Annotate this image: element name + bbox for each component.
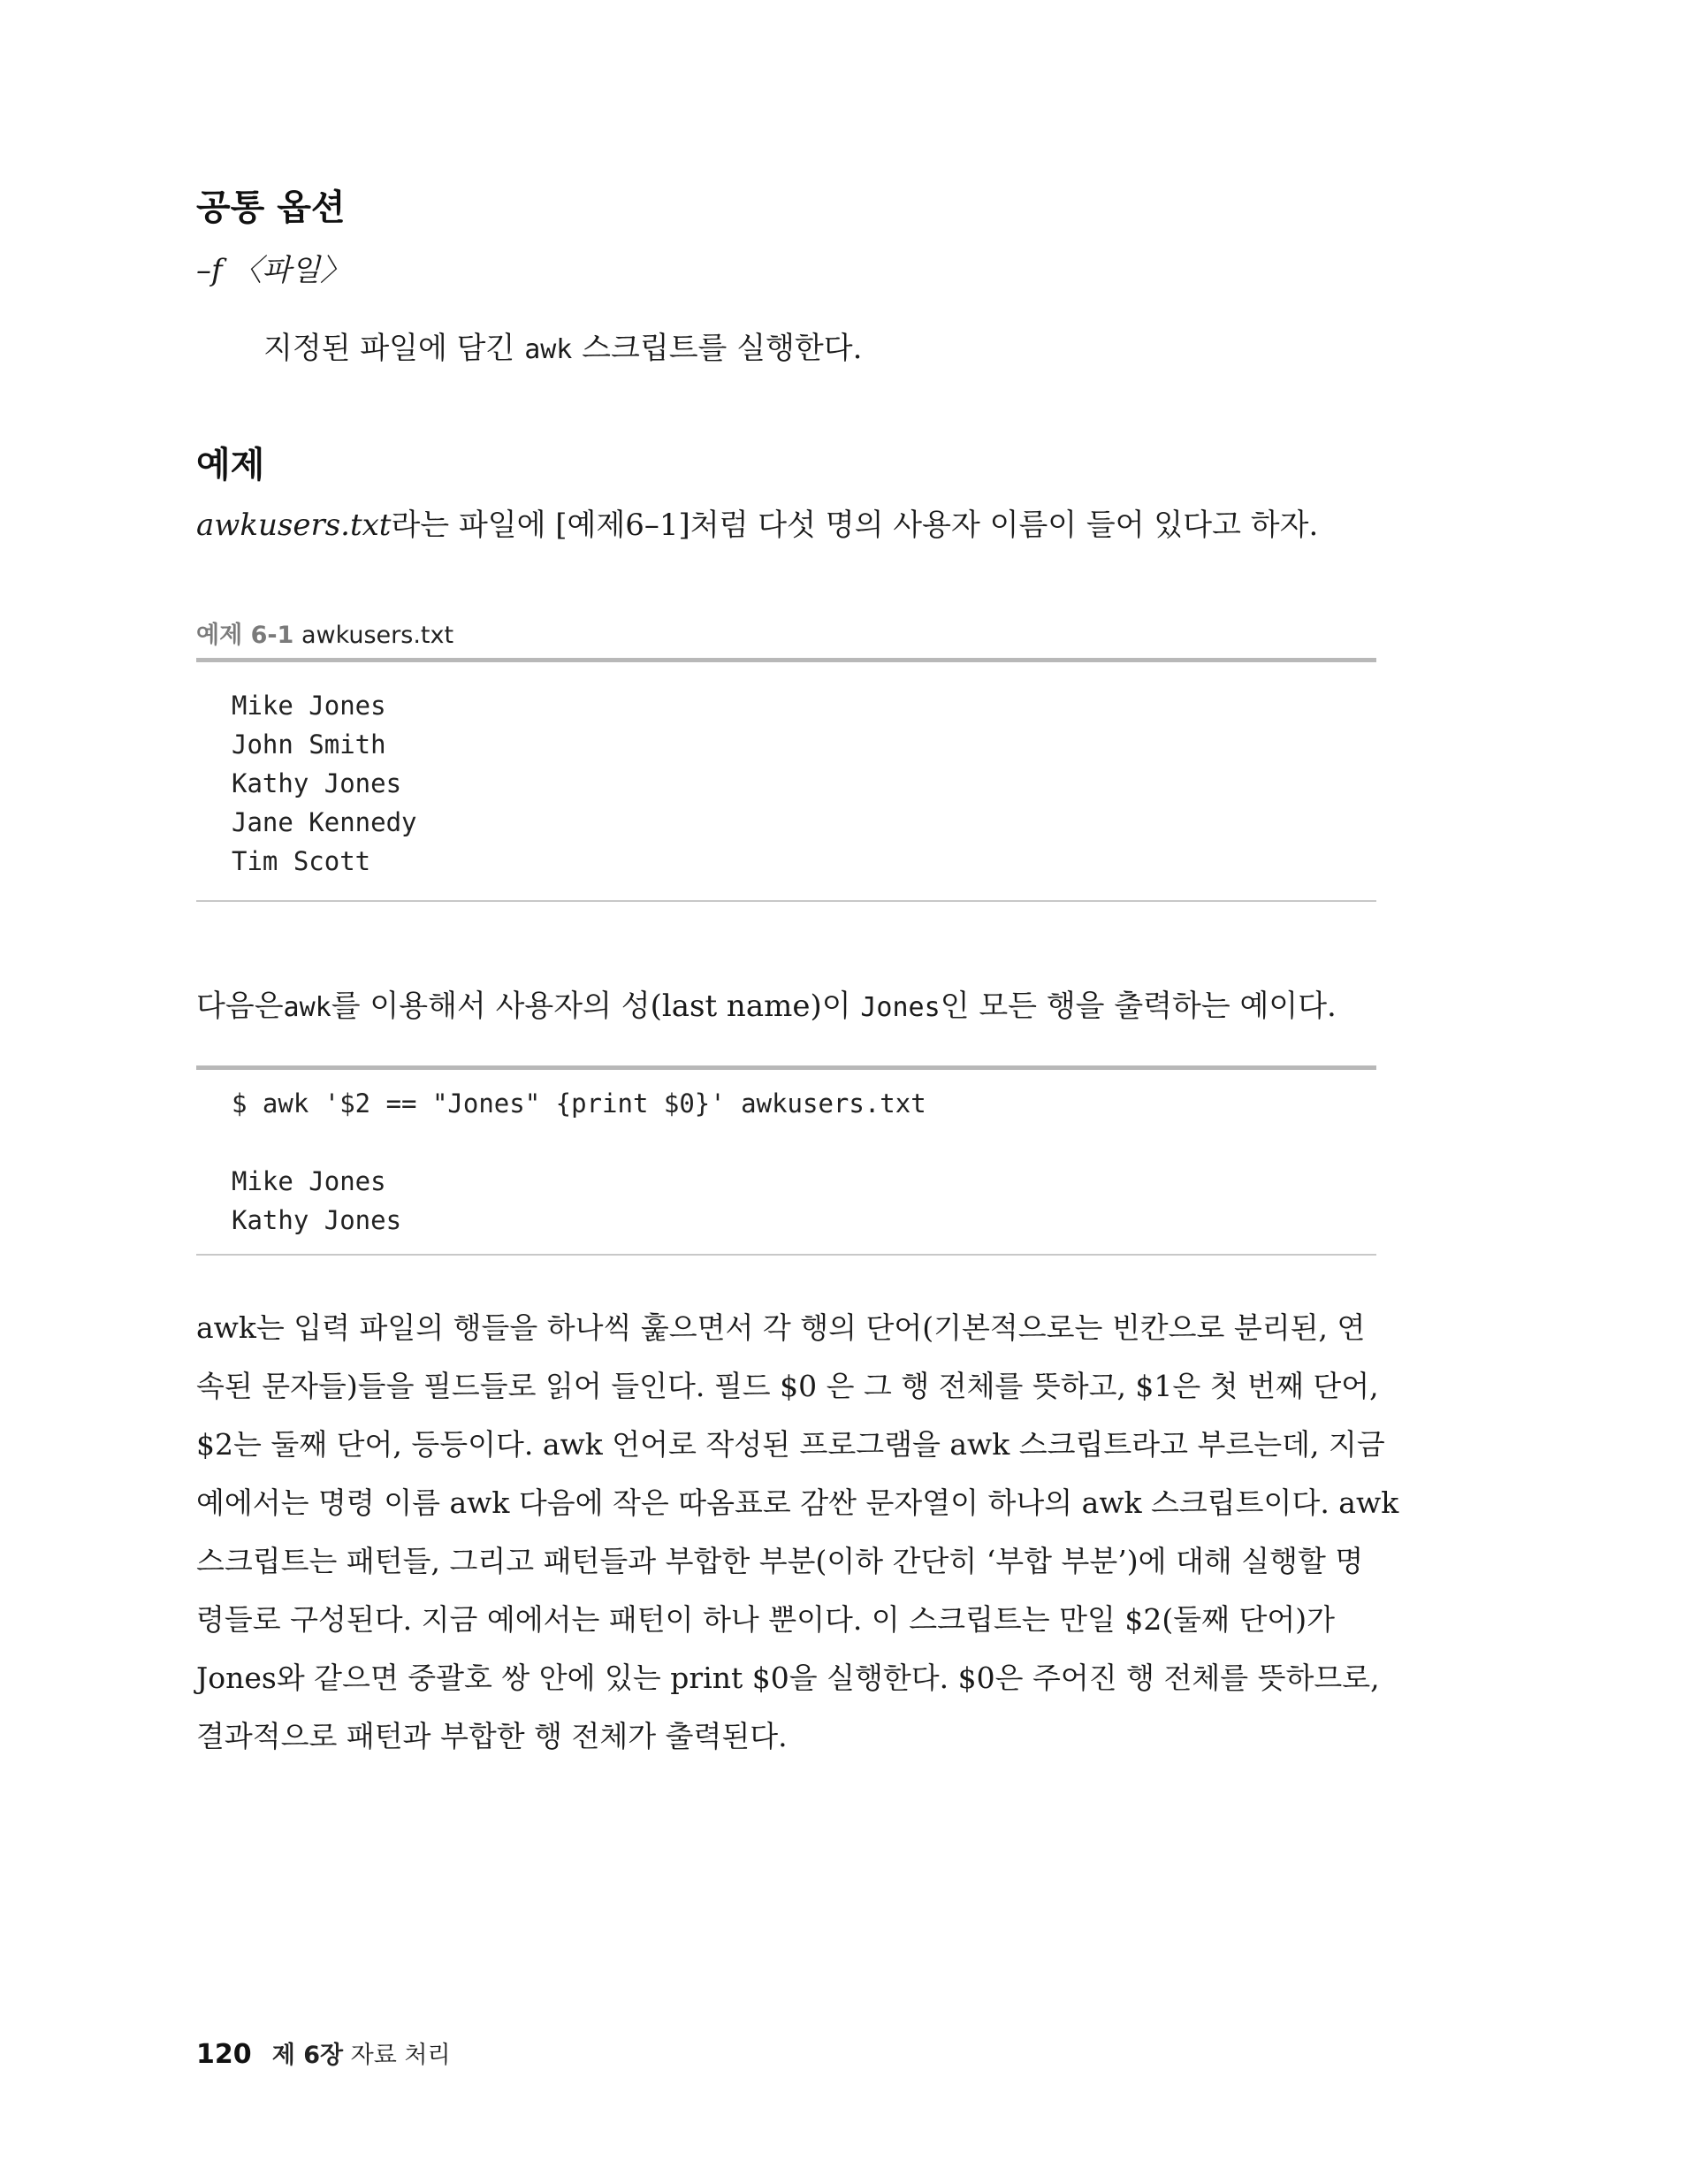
page-number: 120 xyxy=(196,2039,252,2070)
paragraph-line: 속된 문자들)들을 필드들로 읽어 들인다. 필드 $0 은 그 행 전체를 뜻하고, $1은 첫 번째 단어, xyxy=(196,1369,1379,1403)
intro-text: 라는 파일에 [예제6–1]처럼 다섯 명의 사용자 이름이 들어 있다고 하자. xyxy=(391,508,1319,543)
listing-line: Kathy Jones xyxy=(232,768,402,798)
command-bottom-rule xyxy=(196,1254,1376,1256)
chapter-label xyxy=(272,2042,451,2069)
command-line: $ awk '$2 == "Jones" {print $0}' awkusers.txt xyxy=(232,1088,926,1119)
chapter-title: 자료 처리 xyxy=(350,2042,451,2069)
paragraph-line: $2는 둘째 단어, 등등이다. awk 언어로 작성된 프로그램을 awk 스크립트라고 부르는데, 지금 xyxy=(196,1427,1385,1462)
output-line: Mike Jones xyxy=(232,1166,386,1196)
lead-text-2: 를 이용해서 사용자의 성(last name)이 xyxy=(331,989,851,1024)
listing-code-block xyxy=(232,686,417,881)
blank-line xyxy=(232,1123,926,1162)
option-desc-text-2: 스크립트를 실행한다. xyxy=(572,331,863,366)
command-top-rule xyxy=(196,1065,1376,1070)
explanation-paragraph xyxy=(196,1299,1399,1766)
output-line: Kathy Jones xyxy=(232,1205,402,1235)
command-code-block xyxy=(232,1084,926,1240)
paragraph-line: 결과적으로 패턴과 부합한 행 전체가 출력된다. xyxy=(196,1719,788,1753)
listing-top-rule xyxy=(196,658,1376,662)
listing-line: Jane Kennedy xyxy=(232,807,417,837)
option-argument: 〈파일〉 xyxy=(232,253,351,288)
option-flag: –f xyxy=(196,253,223,288)
option-signature xyxy=(196,246,350,289)
paragraph-line: 예에서는 명령 이름 awk 다음에 작은 따옴표로 감싼 문자열이 하나의 awk 스크립트이다. awk xyxy=(196,1485,1399,1520)
option-desc-text: 지정된 파일에 담긴 xyxy=(263,331,515,366)
option-description xyxy=(263,324,862,367)
lead-text-1: 다음은 xyxy=(196,989,284,1024)
intro-filename: awkusers.txt xyxy=(196,508,392,543)
option-desc-code: awk xyxy=(524,334,573,365)
listing-line: Mike Jones xyxy=(232,691,386,721)
paragraph-line: 스크립트는 패턴들, 그리고 패턴들과 부합한 부분(이하 간단히 ‘부합 부분’)에 대해 실행할 명 xyxy=(196,1544,1364,1578)
listing-line: Tim Scott xyxy=(232,846,371,876)
page-footer xyxy=(196,2035,451,2070)
listing-caption xyxy=(196,615,453,650)
listing-bottom-rule xyxy=(196,900,1376,902)
options-heading: 공통 옵션 xyxy=(196,187,346,228)
example-heading: 예제 xyxy=(196,445,265,485)
lead-code-awk: awk xyxy=(283,992,331,1023)
paragraph-line: Jones와 같으면 중괄호 쌍 안에 있는 print $0을 실행한다. $0은 주어진 행 전체를 뜻하므로, xyxy=(196,1661,1380,1695)
lead-text-3: 인 모든 행을 출력하는 예이다. xyxy=(940,989,1337,1024)
paragraph-line: 령들로 구성된다. 지금 예에서는 패턴이 하나 뿐이다. 이 스크립트는 만일 $2(둘째 단어)가 xyxy=(196,1602,1335,1637)
lead-code-jones: Jones xyxy=(860,992,941,1023)
listing-label: 예제 6-1 xyxy=(196,622,294,649)
intro-sentence xyxy=(196,500,1318,544)
lead-sentence xyxy=(196,981,1337,1025)
listing-line: John Smith xyxy=(232,729,386,760)
paragraph-line: awk는 입력 파일의 행들을 하나씩 훑으면서 각 행의 단어(기본적으로는 빈칸으로 분리된, 연 xyxy=(196,1310,1366,1345)
listing-title: awkusers.txt xyxy=(301,622,454,649)
chapter-number: 제 6장 xyxy=(271,2042,344,2069)
